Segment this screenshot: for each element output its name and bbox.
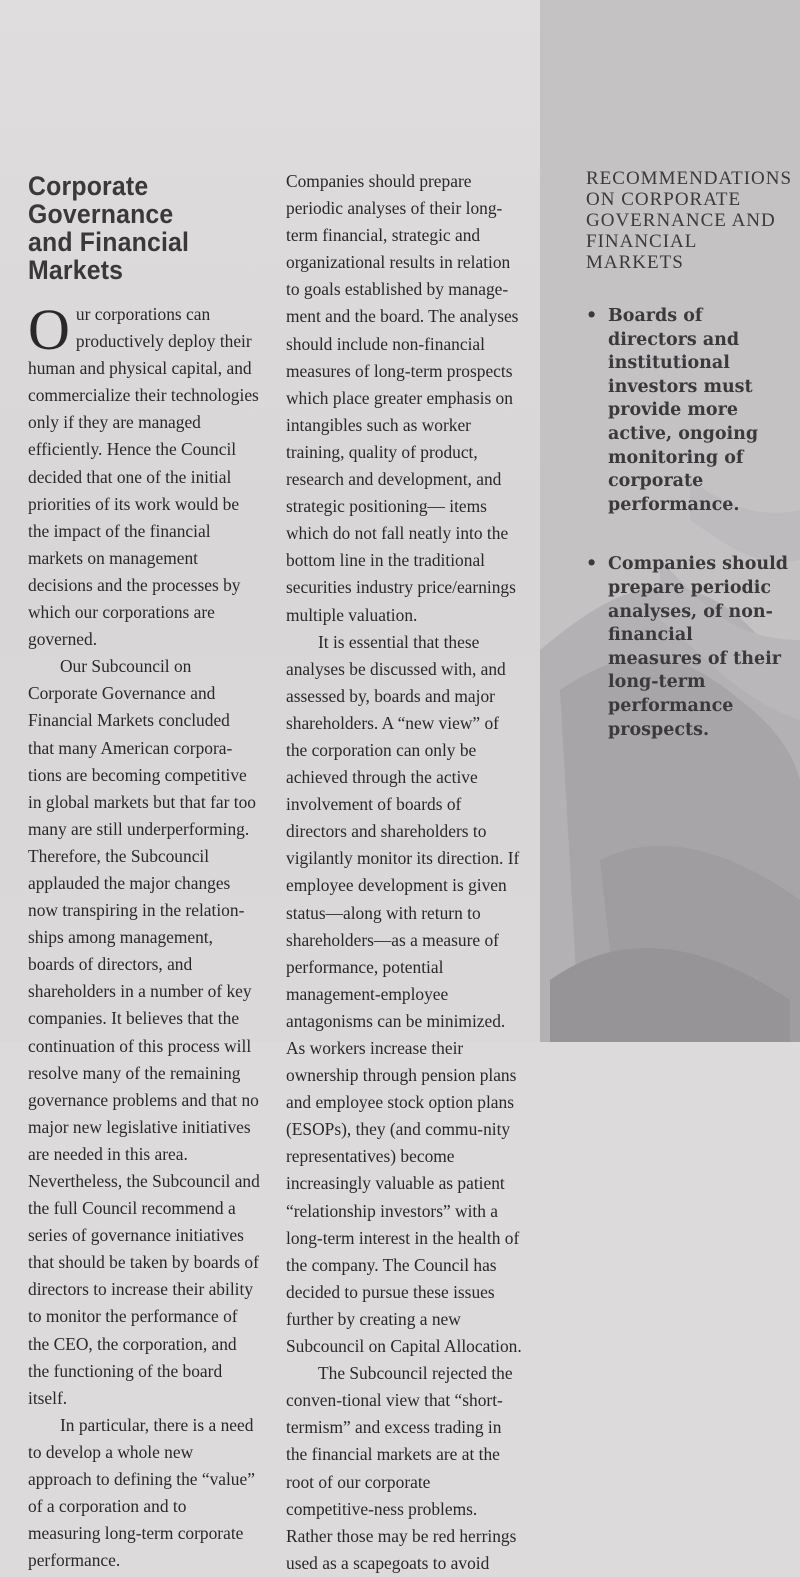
bullet-icon: •	[586, 554, 598, 575]
drop-cap: O	[28, 297, 70, 362]
recommendation-text: Boards of directors and institutional investors must provide more active, ongoing monitoring of corporate performance.	[608, 306, 759, 515]
left-column	[28, 168, 260, 1574]
recommendation-item	[586, 305, 791, 517]
paragraph-analyses: Companies should prepare periodic analyses of their long-term financial, strategic and organizational results in relation to goals established by manage-ment and the board. The analyses should include non-financial measures of long-term prospects which place greater emphasis on intangibles such as worker training, quality of product, research and development, and strategic positioning— items which do not fall neatly into the bottom line in the traditional securities industry price/earnings multiple valuation.	[286, 171, 519, 625]
bullet-icon: •	[586, 306, 598, 326]
paragraph-intro	[28, 297, 260, 653]
middle-column	[286, 168, 522, 1577]
headline-line-1: Corporate Governance	[28, 171, 174, 229]
paragraph-short-termism: The Subcouncil rejected the conven-tional view that “short-termism” and excess trading in the financial markets are at the root of our corporate competitive-ness problems. Rather those may be red herrings used as a scapegoats to avoid	[286, 1363, 517, 1573]
paragraph-boards: It is essential that these analyses be discussed with, and assessed by, boards and major shareholders. A “new view” of the corporation can only be achieved through the active involvement of boards of directors and shareholders to vigilantly monitor its direction. If employee development is given status—along with return to shareholders—as a measure of performance, potential management-employee antagonisms can be minimized. As workers increase their ownership through pension plans and employee stock option plans (ESOPs), they (and commu-nity representatives) become increasingly valuable as patient “relationship investors” with a long-term interest in the health of the company. The Council has decided to pursue these issues further by creating a new Subcouncil on Capital Allocation.	[286, 631, 522, 1357]
recommendation-text: Companies should prepare periodic analyses, of non-financial measures of their long-term performance prospects.	[608, 554, 788, 740]
recommendation-item	[586, 553, 791, 742]
paragraph-subcouncil: Our Subcouncil on Corporate Governance and Financial Markets concluded that many American corpora-tions are becoming competitive in global markets but that far too many are still underperforming. Therefore, the Subcouncil applauded the major changes now transpiring in the relation-ships among management, boards of directors, and shareholders in a number of key companies. It believes that the continuation of this process will resolve many of the remaining governance problems and that no major new legislative initiatives are needed in this area. Nevertheless, the Subcouncil and the full Council recommend a series of governance initiatives that should be taken by boards of directors to increase their ability to monitor the performance of the CEO, the corporation, and the functioning of the board itself.	[28, 656, 260, 1408]
recommendations-box	[586, 168, 791, 778]
headline-line-2: and Financial Markets	[28, 227, 190, 285]
recommendations-title: RECOMMENDATIONS ON CORPORATE GOVERNANCE AND FINANCIAL MARKETS	[586, 168, 793, 273]
article-headline	[28, 172, 241, 284]
paragraph-value: In particular, there is a need to develop a whole new approach to defining the “value” of a corporation and to measuring long-term corporate performance.	[28, 1414, 255, 1571]
paragraph-intro-text: ur corporations can productively deploy their human and physical capital, and commercialize their technologies only if they are managed efficiently. Hence the Council decided that one of the initial priorities of its work would be the impact of the financial markets on management decisions and the processes by which our corporations are governed.	[28, 304, 259, 650]
